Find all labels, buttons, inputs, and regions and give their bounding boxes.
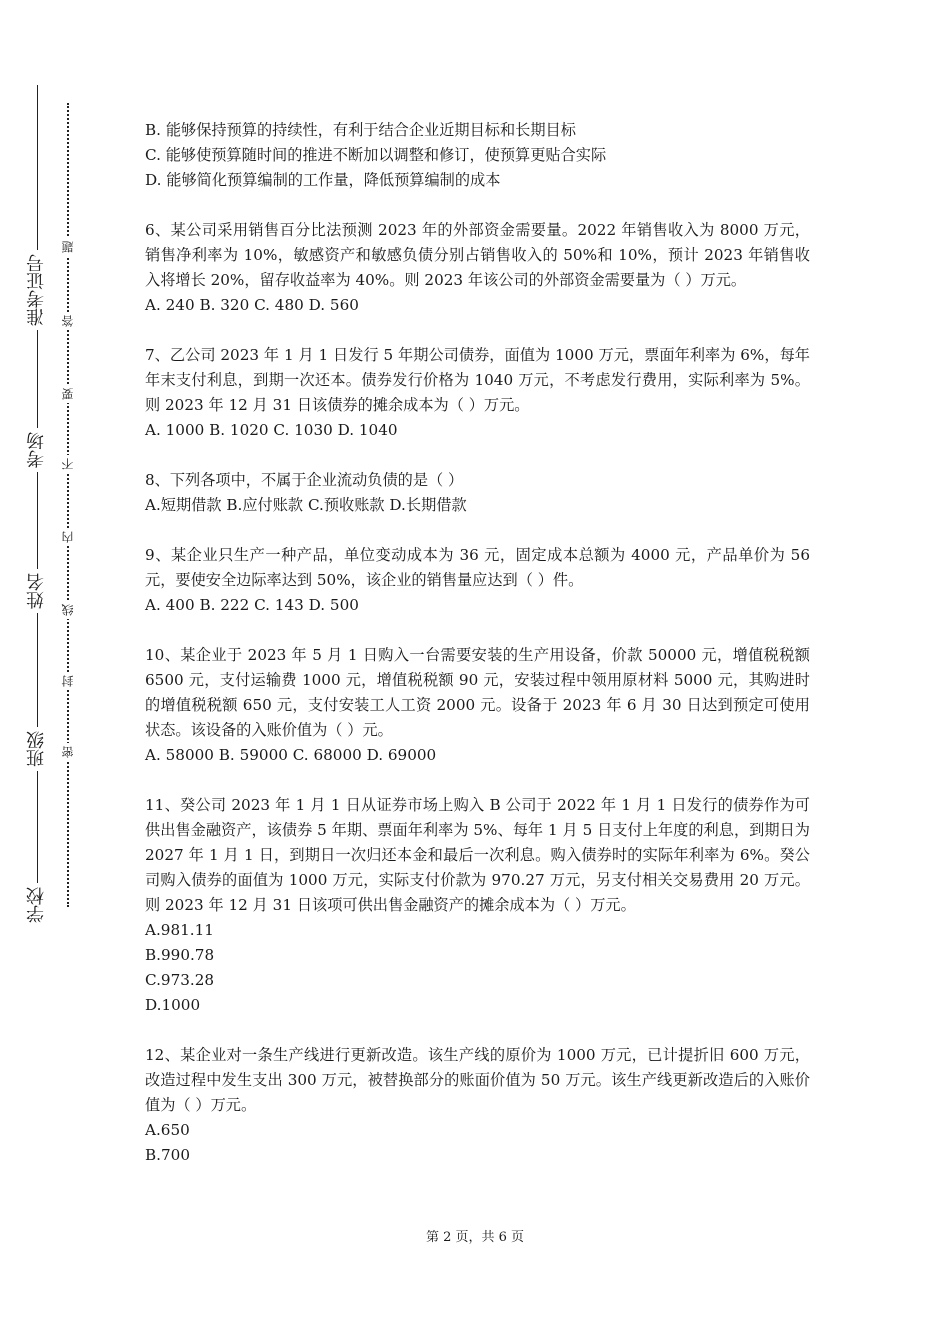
option-line: B. 能够保持预算的持续性，有利于结合企业近期目标和长期目标 <box>145 121 576 139</box>
seal-char: 线 <box>58 601 78 619</box>
seal-dotted-line <box>67 103 69 907</box>
binding-margin <box>0 0 110 1344</box>
question-text: 11、癸公司 2023 年 1 月 1 日从证券市场上购入 B 公司于 2022 年 1 月 1 日发行的债券作为可供出售金融资产，该债券 5 年期、票面年利率为 5%、每年 1 月 5 日支付上年度的利息，到期日为 2027 年 1 月 1 日，到期日一次归还本金和最后一次利息。购入债券时的实际年利率为 6%。癸公司购入债券的面值为 1000 万元，实际支付价款为 970.27 万元，另支付相关交易费用 20 万元。则 2023 年 12 月 31 日该项可供出售金融资产的摊余成本为（ ）万元。 <box>145 796 810 914</box>
option-line: D. 能够简化预算编制的工作量，降低预算编制的成本 <box>145 171 501 189</box>
option-line: B.700 <box>145 1146 190 1164</box>
question-text: 10、某企业于 2023 年 5 月 1 日购入一台需要安装的生产用设备，价款 50000 元，增值税税额 6500 元，支付运输费 1000 元，增值税税额 90 元，安装过程中领用原材料 5000 元，其购进时的增值税税额 650 元，支付安装工人工资 2000 元。设备于 2023 年 6 月 30 日达到预定可使用状态。该设备的入账价值为（ ）元。 <box>145 646 810 739</box>
label-exam-room: 考场 <box>20 428 54 472</box>
binding-solid-line <box>37 85 38 917</box>
option-line: B.990.78 <box>145 946 215 964</box>
label-school: 学校 <box>20 883 54 927</box>
option-line: D.1000 <box>145 996 201 1014</box>
exam-content <box>145 118 810 1168</box>
seal-char: 封 <box>58 672 78 690</box>
seal-char: 题 <box>58 238 78 256</box>
option-line: C. 能够使预算随时间的推进不断加以调整和修订，使预算更贴合实际 <box>145 146 607 164</box>
seal-char: 答 <box>58 312 78 330</box>
question-text: 7、乙公司 2023 年 1 月 1 日发行 5 年期公司债券，面值为 1000 万元，票面年利率为 6%，每年年末支付利息，到期一次还本。债券发行价格为 1040 万元，不考虑发行费用，实际利率为 5%。则 2023 年 12 月 31 日该债券的摊余成本为（ ）万元。 <box>145 346 810 414</box>
question-11 <box>145 793 810 1018</box>
page-footer: 第 2 页，共 6 页 <box>425 1230 525 1245</box>
option-line: A.650 <box>145 1121 190 1139</box>
seal-char: 要 <box>58 385 78 403</box>
question-text: 12、某企业对一条生产线进行更新改造。该生产线的原价为 1000 万元，已计提折旧 600 万元，改造过程中发生支出 300 万元，被替换部分的账面价值为 50 万元。该生产线更新改造后的入账价值为（ ）万元。 <box>145 1046 810 1114</box>
option-line: A. 400 B. 222 C. 143 D. 500 <box>145 596 359 614</box>
option-line: A. 240 B. 320 C. 480 D. 560 <box>145 296 359 314</box>
question-7 <box>145 343 810 443</box>
option-line: A. 58000 B. 59000 C. 68000 D. 69000 <box>145 746 437 764</box>
continued-options <box>145 118 810 193</box>
question-text: 8、下列各项中，不属于企业流动负债的是（ ） <box>145 471 464 489</box>
question-12 <box>145 1043 810 1168</box>
question-9 <box>145 543 810 618</box>
label-class: 班级 <box>20 727 54 771</box>
question-8 <box>145 468 810 518</box>
option-line: A.短期借款 B.应付账款 C.预收账款 D.长期借款 <box>145 496 467 514</box>
question-text: 9、某企业只生产一种产品，单位变动成本为 36 元，固定成本总额为 4000 元，产品单价为 56 元，要使安全边际率达到 50%，该企业的销售量应达到（ ）件。 <box>145 546 810 589</box>
seal-char: 不 <box>58 455 78 473</box>
question-text: 6、某公司采用销售百分比法预测 2023 年的外部资金需要量。2022 年销售收入为 8000 万元，销售净利率为 10%，敏感资产和敏感负债分别占销售收入的 50%和 10%，预计 2023 年销售收入将增长 20%，留存收益率为 40%。则 2023 年该公司的外部资金需要量为（ ）万元。 <box>145 221 810 289</box>
question-6 <box>145 218 810 318</box>
seal-char: 密 <box>58 743 78 761</box>
option-line: A.981.11 <box>145 921 214 939</box>
option-line: A. 1000 B. 1020 C. 1030 D. 1040 <box>145 421 398 439</box>
seal-char: 内 <box>58 528 78 546</box>
label-exam-number: 准考证号 <box>20 250 54 330</box>
label-name: 姓名 <box>20 569 54 613</box>
question-10 <box>145 643 810 768</box>
option-line: C.973.28 <box>145 971 215 989</box>
